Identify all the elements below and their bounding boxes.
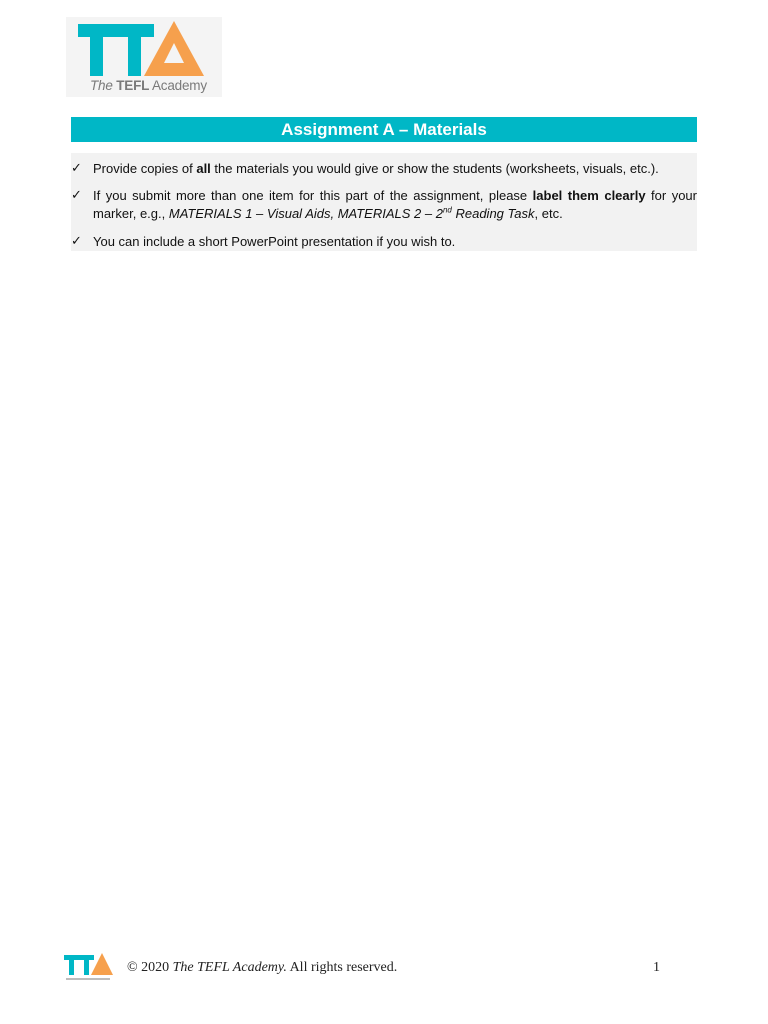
tta-logo-mark-icon [78, 21, 208, 79]
copyright-notice: © 2020 The TEFL Academy. All rights reserved. [127, 960, 398, 975]
assignment-title-banner: Assignment A – Materials [71, 117, 697, 142]
check-mark-icon: ✓ [71, 161, 82, 176]
page-number: 1 [653, 960, 660, 975]
check-mark-icon: ✓ [71, 234, 82, 249]
instructions-box: ✓ Provide copies of all the materials you would give or show the students (worksheets, visuals, etc.). ✓ If you submit more than one item for this part of the assignment, please label them clearly for your marker, e.g., MATERIALS 1 – Visual Aids, MATERIALS 2 – 2nd Reading Task, etc. ✓ You can include a short PowerPoint presentation if you wish to. [71, 153, 697, 251]
footer-tta-logo-icon [64, 953, 116, 983]
tefl-academy-logo [66, 17, 222, 97]
check-mark-icon: ✓ [71, 188, 82, 203]
logo-wordmark: The TEFL Academy [90, 78, 207, 93]
